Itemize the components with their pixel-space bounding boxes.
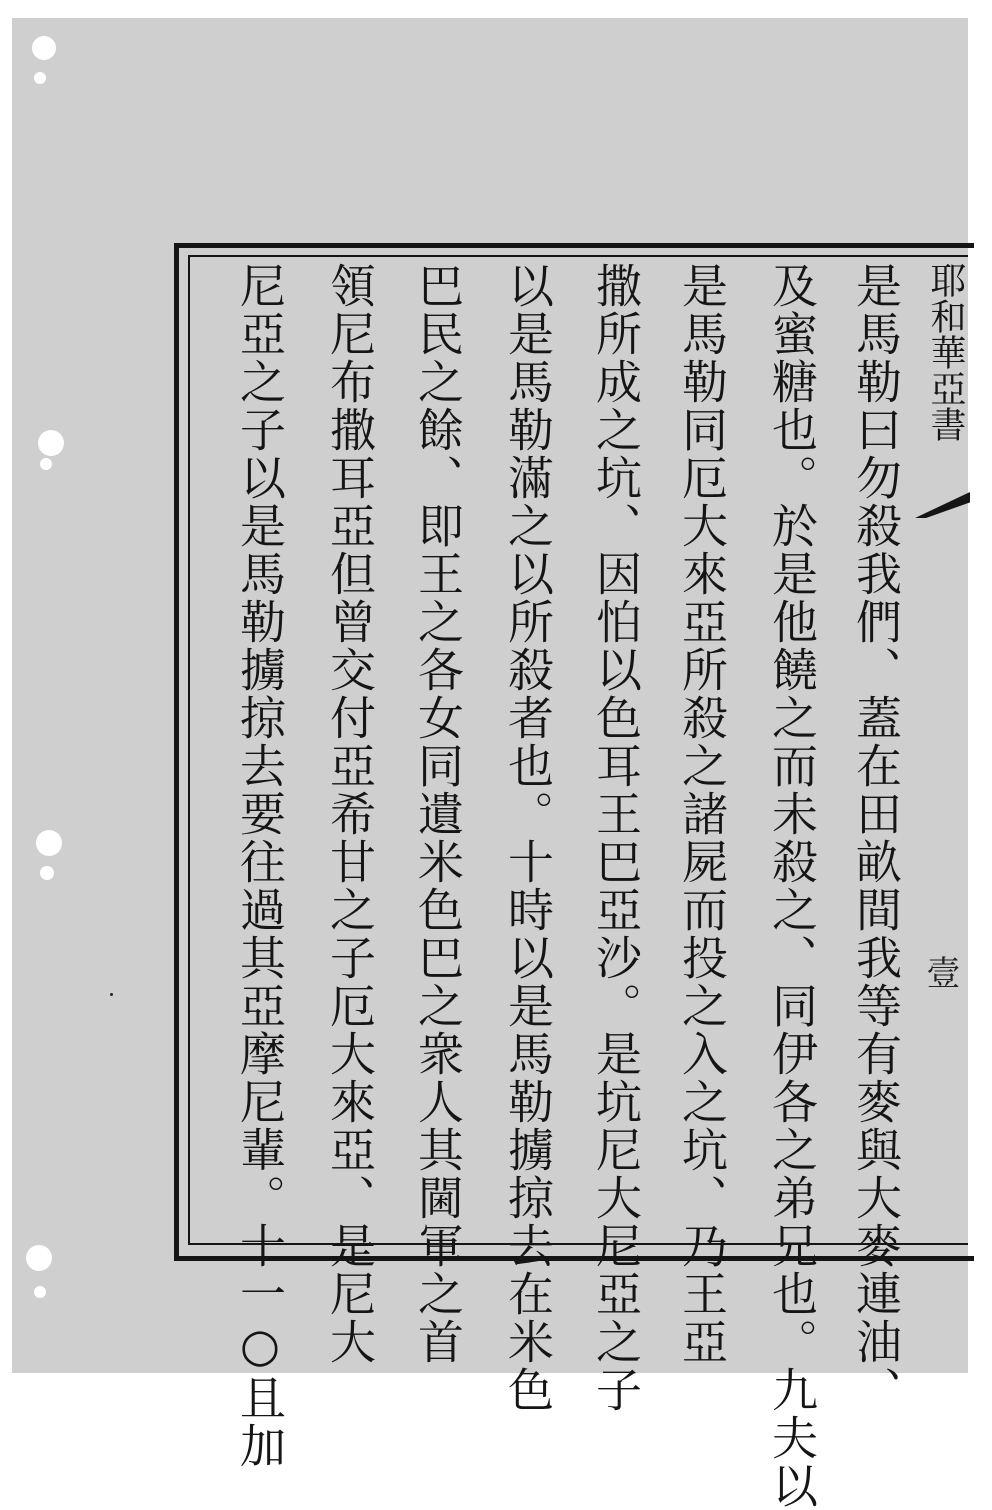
punch-hole xyxy=(34,1286,46,1298)
text-column-3: 是馬勒同厄大來亞所殺之諸屍而投之入之坑、乃王亞 xyxy=(675,262,729,1366)
punch-hole xyxy=(26,1245,52,1271)
punch-hole xyxy=(36,830,62,856)
punch-hole xyxy=(38,430,64,456)
text-column-5: 以是馬勒滿之以所殺者也。十時以是馬勒擄掠去在米色 xyxy=(501,262,555,1414)
text-column-1: 是馬勒曰勿殺我們、蓋在田畝間我等有麥與大麥連油、 xyxy=(849,262,903,1414)
text-column-6: 巴民之餘、即王之各女同遺米色巴之衆人其閫軍之首 xyxy=(411,262,465,1366)
text-column-7: 領尼布撒耳亞但曾交付亞希甘之子厄大來亞、是尼大 xyxy=(323,262,377,1366)
punch-hole xyxy=(32,36,56,60)
punch-hole xyxy=(40,458,52,470)
book-title: 耶和華亞書 xyxy=(925,262,966,442)
punch-hole xyxy=(40,866,54,880)
text-column-4: 撒所成之坑、因怕以色耳王巴亞沙。是坑尼大尼亞之子 xyxy=(589,262,643,1414)
punch-hole xyxy=(34,72,46,84)
page-number: 壹 xyxy=(920,955,960,989)
text-column-8: 尼亞之子以是馬勒擄掠去要往過其亞摩尼輩。十一○且加 xyxy=(233,262,287,1470)
text-column-2: 及蜜糖也。於是他饒之而未殺之、同伊各之弟兄也。九夫以 xyxy=(765,262,819,1510)
ink-speck xyxy=(110,993,113,996)
